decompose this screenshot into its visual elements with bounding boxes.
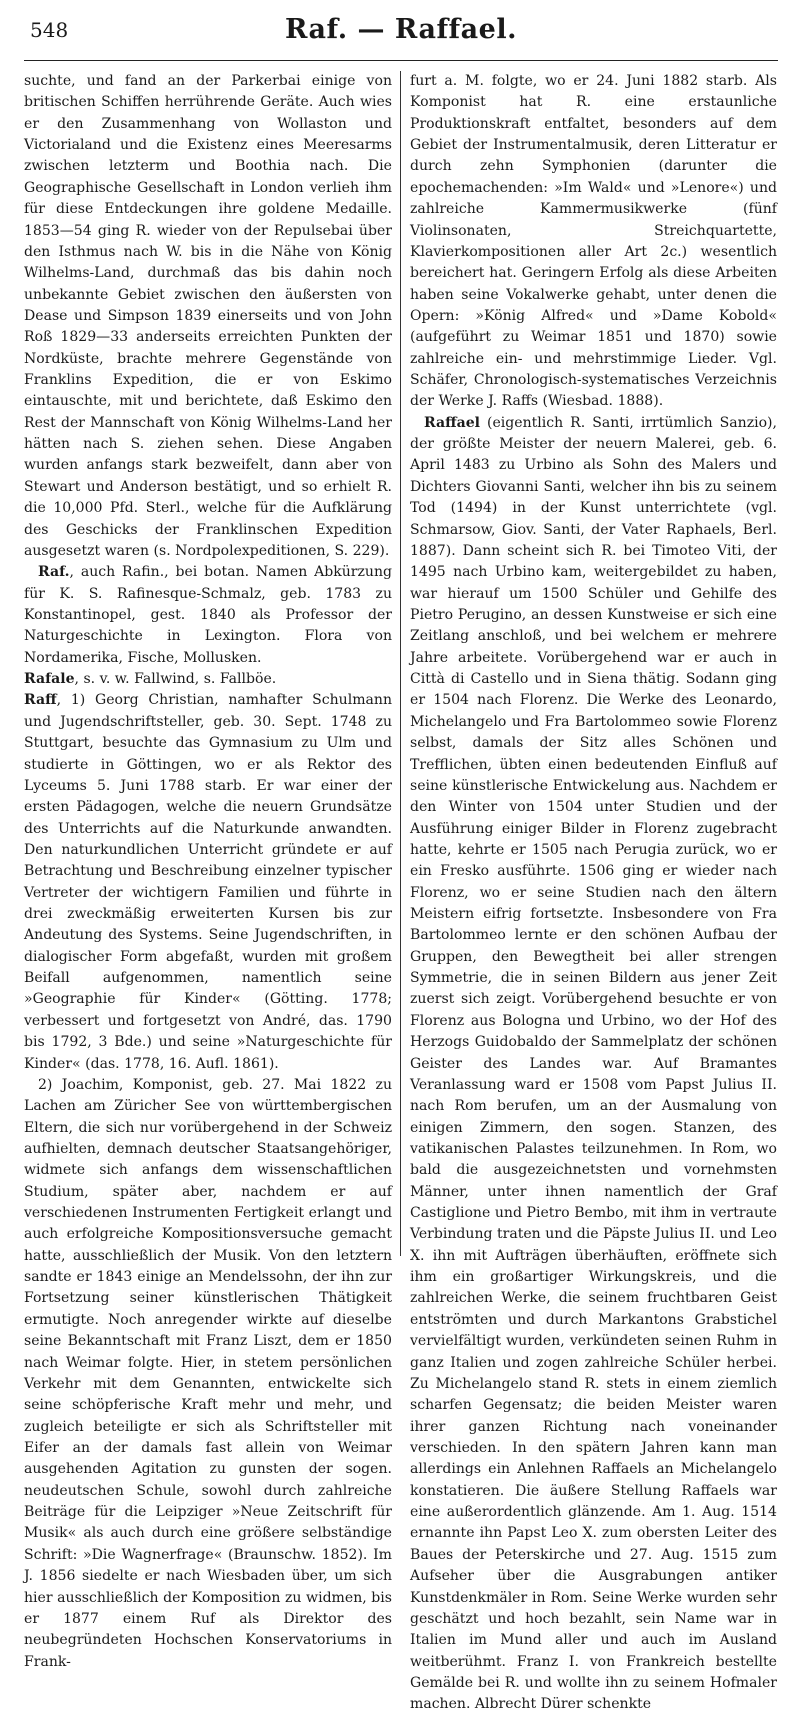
text-columns: [24, 71, 778, 1713]
entry-rafale: [24, 669, 392, 690]
paragraph-rae-continuation: suchte, und fand an der Parkerbai einige von britischen Schiffen herrührende Geräte. Auch wies er den Zusammenhang von Wollaston und Victorialand und die Existenz eines Meeresarms zwischen letzterm und Boothia nach. Die Geographische Gesellschaft in London verlieh ihm für diese Entdeckungen ihre goldene Medaille. 1853—54 ging R. wieder von der Repulsebai über den Isthmus nach W. bis in die Nähe von König Wilhelms-Land, durchmaß das bis dahin noch unbekannte Gebiet zwischen den äußersten von Dease und Simpson 1839 einerseits und von John Roß 1829—33 anderseits erreichten Punkten der Nordküste, brachte mehrere Gegenstände von Franklins Expedition, die er von Eskimo eintauschte, mit und berichtete, daß Eskimo den Rest der Mannschaft von König Wilhelms-Land her hätten nach S. ziehen sehen. Diese Angaben wurden anfangs stark bezweifelt, dann aber von Stewart und Anderson bestätigt, und so erhielt R. die 10,000 Pfd. Sterl., welche für die Aufklärung des Geschicks der Franklinschen Expedition ausgesetzt waren (s. Nordpolexpeditionen, S. 229).: [24, 73, 392, 559]
right-column: [401, 71, 777, 1713]
entry-raf-text: , auch Rafin., bei botan. Namen Abkürzung für K. S. Rafinesque-Schmalz, geb. 1783 zu Konstantinopel, gest. 1840 als Professor der Naturgeschichte in Lexington. Flora von Nordamerika, Fische, Mollusken.: [24, 564, 392, 666]
entry-raf: [24, 562, 392, 669]
entry-raff-2: 2) Joachim, Komponist, geb. 27. Mai 1822 zu Lachen am Züricher See von württembergischen Eltern, die sich nur vorübergehend in der Schweiz aufhielten, demnach deutscher Staatsangehöriger, widmete sich anfangs dem wissenschaftlichen Studium, später aber, nachdem er auf verschiedenen Instrumenten Fertigkeit erlangt und auch erfolgreiche Kompositionsversuche gemacht hatte, ausschließlich der Musik. Von den letztern sandte er 1843 einige an Mendelssohn, der ihn zur Fortsetzung seiner künstlerischen Thätigkeit ermutigte. Noch anregender wirkte auf dieselbe seine Bekanntschaft mit Franz Liszt, dem er 1850 nach Weimar folgte. Hier, in stetem persönlichen Verkehr mit dem Genannten, entwickelte sich seine schöpferische Kraft mehr und mehr, und zugleich beteiligte er sich als Schriftsteller mit Eifer an der damals fast allein von Weimar ausgehenden Agitation zu gunsten der sogen. neudeutschen Schule, sowohl durch zahlreiche Beiträge für die Leipziger »Neue Zeitschrift für Musik« als auch durch eine größere selbständige Schrift: »Die Wagnerfrage« (Braunschw. 1852). Im J. 1856 siedelte er nach Wiesbaden über, um sich hier ausschließlich der Komposition zu widmen, bis er 1877 einem Ruf als Direktor des neubegründeten Hochschen Konservatoriums in Frank-: [24, 1076, 392, 1670]
left-column: [24, 71, 400, 1670]
lemma-rafale: Rafale: [24, 671, 75, 688]
entry-raff-text: , 1) Georg Christian, namhafter Schulmann und Jugendschriftsteller, geb. 30. Sept. 1748 zu Stuttgart, besuchte das Gymnasium zu Ulm und studierte in Göttingen, wo er als Rektor des Lyceums 5. Juni 1788 starb. Er war einer der ersten Pädagogen, welche die neuern Grundsätze des Unterrichts auf die Naturkunde anwandten. Den naturkundlichen Unterricht gründete er auf Betrachtung und Beschreibung einzelner typischer Vertreter der wichtigern Familien und führte in drei zweckmäßig erweiterten Kursen bis zur Andeutung des Systems. Seine Jugendschriften, in dialogischer Form abgefaßt, wurden mit großem Beifall aufgenommen, namentlich seine »Geographie für Kinder« (Götting. 1778; verbessert und fortgesetzt von André, das. 1790 bis 1792, 3 Bde.) und seine »Naturgeschichte für Kinder« (das. 1778, 16. Aufl. 1861).: [24, 692, 392, 1072]
lemma-raff: Raff: [24, 692, 57, 709]
page-number: 548: [30, 18, 69, 42]
entry-rafale-text: , s. v. w. Fallwind, s. Fallböe.: [74, 671, 277, 688]
entry-raffael-text: (eigentlich R. Santi, irrtümlich Sanzio), der größte Meister der neuern Malerei, geb. 6. April 1483 zu Urbino als Sohn des Malers und Dichters Giovanni Santi, welcher ihn bis zu seinem Tod (1494) in der Kunst unterrichtete (vgl. Schmarsow, Giov. Santi, der Vater Raphaels, Berl. 1887). Dann scheint sich R. bei Timoteo Viti, der 1495 nach Urbino kam, weitergebildet zu haben, war hierauf um 1500 Schüler und Gehilfe des Pietro Perugino, an dessen Kunstweise er sich eine Zeitlang anschloß, und bei welchem er mehrere Jahre arbeitete. Vorübergehend war er auch in Città di Castello und in Siena thätig. Sodann ging er 1504 nach Florenz. Die Werke des Leonardo, Michelangelo und Fra Bartolommeo sowie Florenz selbst, damals der Sitz alles Schönen und Trefflichen, übten einen bedeutenden Einfluß auf seine künstlerische Entwickelung aus. Nachdem er den Winter von 1504 unter Studien und der Ausführung einiger Bilder in Florenz zugebracht hatte, kehrte er 1505 nach Perugia zurück, wo er ein Fresko ausführte. 1506 ging er wieder nach Florenz, wo er seine Studien nach den ältern Meistern eifrig fortsetzte. Insbesondere von Fra Bartolommeo lernte er den schönen Aufbau der Gruppen, den Bewegtheit bei aller strengen Symmetrie, die in seinen Bildern aus jener Zeit zuerst sich zeigt. Vorübergehend besuchte er von Florenz aus Bologna und Urbino, wo der Hof des Herzogs Guidobaldo der Sammelplatz der schönen Geister des Landes war. Auf Bramantes Veranlassung ward er 1508 vom Papst Julius II. nach Rom berufen, um an der Ausmalung von einigen Zimmern, den sogen. Stanzen, des vatikanischen Palastes teilzunehmen. In Rom, wo bald die ausgezeichnetsten und vornehmsten Männer, unter ihnen namentlich der Graf Castiglione und Pietro Bembo, mit ihm in vertraute Verbindung traten und die Päpste Julius II. und Leo X. ihn mit Aufträgen überhäuften, eröffnete sich ihm ein großartiger Wirkungskreis, und die zahlreichen Werke, die seinem fruchtbaren Geist entströmten und durch Markantons Grabstichel vervielfältigt wurden, verkündeten seinen Ruhm in ganz Italien und zogen zahlreiche Schüler herbei. Zu Michelangelo stand R. stets in einem ziemlich scharfen Gegensatz; die beiden Meister waren ihrer ganzen Richtung nach voneinander verschieden. In den spätern Jahren kann man allerdings ein Anlehnen Raffaels an Michelangelo konstatieren. Die äußere Stellung Raffaels war eine außerordentlich glänzende. Am 1. Aug. 1514 ernannte ihn Papst Leo X. zum obersten Leiter des Baues der Peterskirche und 27. Aug. 1515 zum Aufseher über die Ausgrabungen antiker Kunstdenkmäler in Rom. Seine Werke wurden sehr geschätzt und hoch bezahlt, sein Name war in Italien im Mund aller und auch im Ausland weitberühmt. Franz I. von Frankreich bestellte Gemälde bei R. und wollte ihn zu seinem Hofmaler machen. Albrecht Dürer schenkte: [410, 414, 777, 1713]
entry-raff: [24, 690, 392, 1074]
running-head: Raf. — Raffael.: [284, 14, 518, 45]
lemma-raffael: Raffael: [424, 414, 481, 431]
paragraph-raff-continuation: furt a. M. folgte, wo er 24. Juni 1882 starb. Als Komponist hat R. eine erstaunliche Produktionskraft entfaltet, besonders auf dem Gebiet der Instrumentalmusik, deren Litteratur er durch zehn Symphonien (darunter die epochemachenden: »Im Wald« und »Lenore«) und zahlreiche Kammermusikwerke (fünf Violinsonaten, Streichquartette, Klavierkompositionen aller Art 2c.) wesentlich bereichert hat. Geringern Erfolg als diese Arbeiten haben seine Vokalwerke gehabt, unter denen die Opern: »König Alfred« und »Dame Kobold« (aufgeführt zu Weimar 1851 und 1870) sowie zahlreiche ein- und mehrstimmige Lieder. Vgl. Schäfer, Chronologisch-systematisches Verzeichnis der Werke J. Raffs (Wiesbad. 1888).: [410, 73, 777, 410]
page-header: [24, 10, 778, 61]
lemma-raf: Raf.: [38, 564, 70, 581]
entry-raffael: [410, 413, 777, 1716]
